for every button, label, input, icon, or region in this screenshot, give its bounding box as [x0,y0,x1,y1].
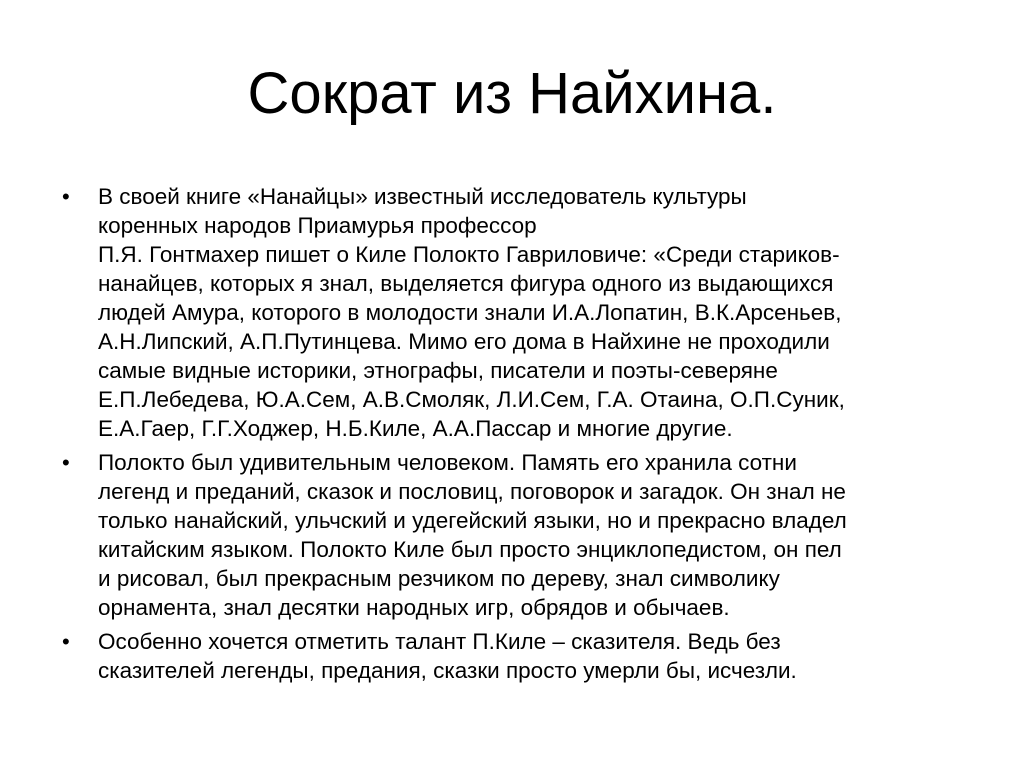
bullet-text: Полокто был удивительным человеком. Память его хранила сотни легенд и преданий, сказок и пословиц, поговорок и загадок. Он знал не только нанайский, ульчский и удегейский языки, но и прекрасно владел китайским языком. Полокто Киле был просто энциклопедистом, он пел и рисовал, был прекрасным резчиком по дереву, знал символику орнамента, знал десятки народных игр, обрядов и обычаев. [98,450,847,620]
slide-title: Сократ из Найхина. [247,61,777,126]
bullet-item [62,448,962,622]
bullet-icon: • [62,629,70,654]
bullet-icon: • [62,184,70,209]
bullet-icon: • [62,450,70,475]
bullet-text: В своей книге «Нанайцы» известный исследователь культуры коренных народов Приамурья профессор П.Я. Гонтмахер пишет о Киле Полокто Гавриловиче: «Среди стариков- нанайцев, которых я знал, выделяется фигура одного из выдающихся людей Амура, которого в молодости знали И.А.Лопатин, В.К.Арсеньев, А.Н.Липский, А.П.Путинцева. Мимо его дома в Найхине не проходили самые видные историки, этнографы, писатели и поэты-северяне Е.П.Лебедева, Ю.А.Сем, А.В.Смоляк, Л.И.Сем, Г.А. Отаина, О.П.Суник, Е.А.Гаер, Г.Г.Ходжер, Н.Б.Киле, А.А.Пассар и многие другие. [98,184,845,441]
bullet-list [62,182,962,690]
bullet-text: Особенно хочется отметить талант П.Киле – сказителя. Ведь без сказителей легенды, предания, сказки просто умерли бы, исчезли. [98,629,797,683]
bullet-item [62,627,962,685]
bullet-item [62,182,962,443]
